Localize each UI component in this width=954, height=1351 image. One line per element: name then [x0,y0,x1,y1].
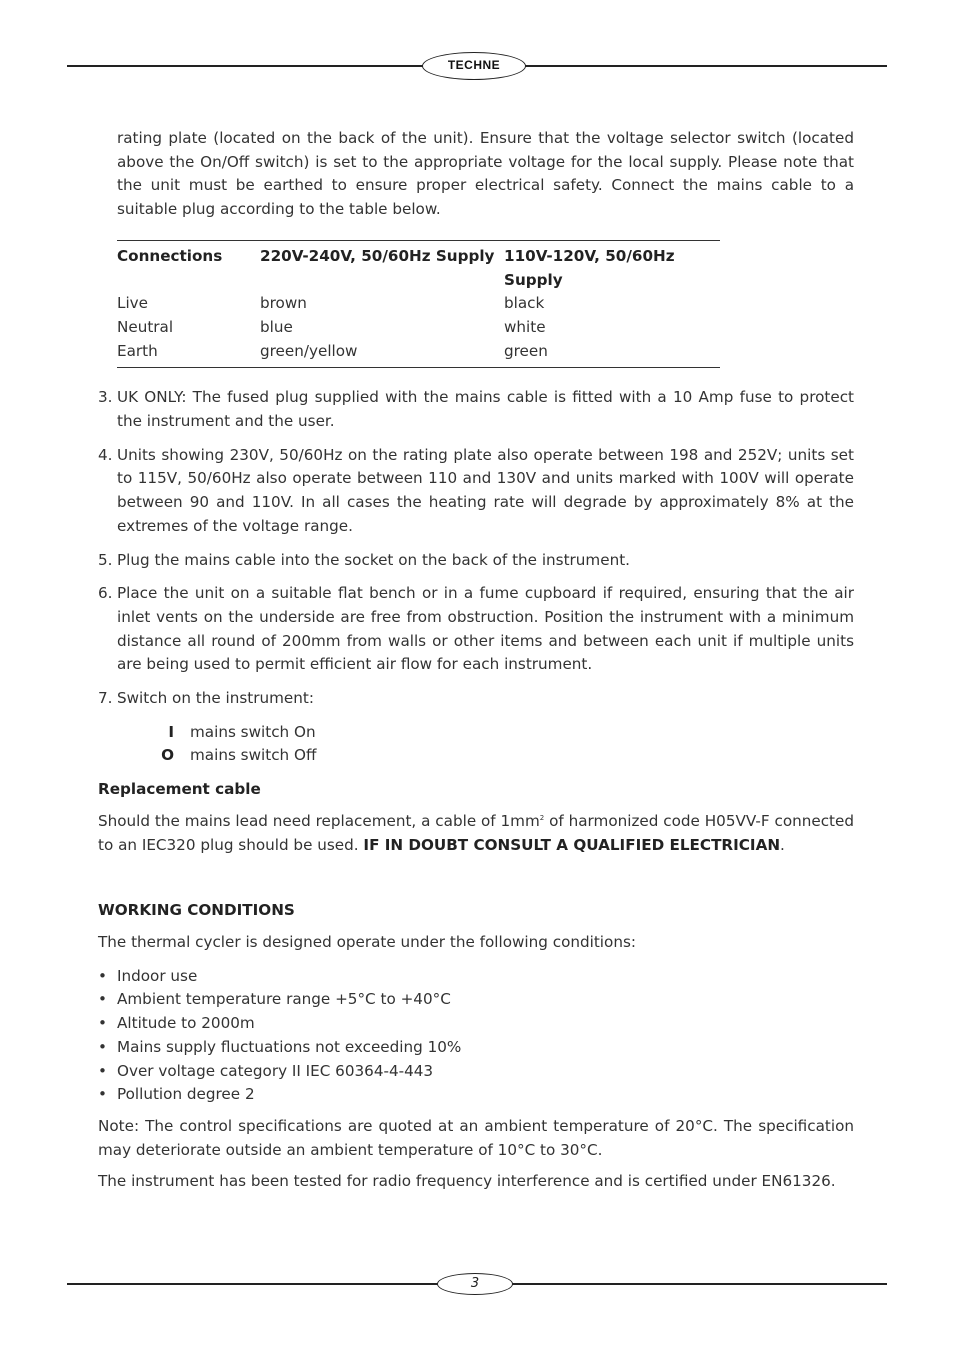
list-item [98,965,854,989]
table-cell: Earth [117,341,158,360]
footer-rule-left [67,1283,439,1285]
step-text: Switch on the instrument: [117,689,314,708]
page-content [98,127,854,1194]
list-item [98,582,854,677]
replacement-heading: Replacement cable [98,780,261,799]
working-intro: The thermal cycler is designed operate under the following conditions: [98,932,636,951]
table-header-row [117,240,720,292]
conditions-list [98,965,854,1107]
rfi-paragraph: The instrument has been tested for radio frequency interference and is certified under EN61326. [98,1172,836,1191]
table-header-cell: 220V-240V, 50/60Hz Supply [260,246,495,265]
table-cell: Live [117,294,149,313]
table-cell: green [504,341,548,360]
table-cell: white [504,317,546,336]
table-row [117,292,720,316]
step-number: 6. [98,584,113,603]
table-cell: brown [260,294,307,313]
switch-label: mains switch On [190,722,316,741]
list-item [98,1036,854,1060]
step-number: 3. [98,388,113,407]
step-number: 4. [98,445,113,464]
replacement-text: Should the mains lead need replacement, a cable of 1mm [98,811,540,830]
superscript: 2 [539,813,545,822]
warning-text: IF IN DOUBT CONSULT A QUALIFIED ELECTRICIAN [363,835,781,854]
list-item [98,444,854,539]
bullet-text: Mains supply fluctuations not exceeding 10% [117,1037,462,1056]
bullet-text: Indoor use [117,966,198,985]
switch-label: mains switch Off [190,746,317,765]
footer-rule-right [511,1283,887,1285]
switch-symbol: O [161,746,174,765]
list-item [98,1083,854,1107]
switch-item-off [98,744,854,768]
switch-symbol: I [168,722,174,741]
connections-table [117,240,720,369]
table-cell: blue [260,317,293,336]
intro-paragraph: rating plate (located on the back of the unit). Ensure that the voltage selector switch (located above the On/Off switch) is set to the appropriate voltage for the local supply. Please note that the unit must be earthed to ensure proper electrical safety. Connect the mains cable to a suitable plug according to the table below. [117,129,854,219]
bullet-text: Over voltage category II IEC 60364-4-443 [117,1061,434,1080]
header-rule-right [524,65,887,67]
list-item [98,549,854,573]
step-text: Units showing 230V, 50/60Hz on the rating plate also operate between 198 and 252V; units set to 115V, 50/60Hz also operate between 110 and 130V and units marked with 100V will operate between 90 and 110V. In all cases the heating rate will degrade by approximately 8% at the extremes of the voltage range. [117,445,854,535]
step-number: 7. [98,689,113,708]
bullet: • [98,1061,107,1080]
step-text: UK ONLY: The fused plug supplied with the mains cable is fitted with a 10 Amp fuse to protect the instrument and the user. [117,388,854,431]
switch-item-on [98,721,854,745]
table-header-cell: 110V-120V, 50/60Hz Supply [504,246,675,289]
note-paragraph: Note: The control specifications are quoted at an ambient temperature of 20°C. The specification may deteriorate outside an ambient temperature of 10°C to 30°C. [98,1116,854,1159]
bullet: • [98,1037,107,1056]
working-conditions-heading: WORKING CONDITIONS [98,901,295,920]
replacement-text: of harmonized code H05VV-F connected to an IEC320 plug should be used. [98,811,855,854]
list-item [98,988,854,1012]
list-item [98,1060,854,1084]
table-cell: green/yellow [260,341,358,360]
replacement-paragraph [98,810,854,857]
bullet-text: Ambient temperature range +5°C to +40°C [117,990,451,1009]
techne-logo: TECHNE [422,52,526,80]
table-cell: black [504,294,545,313]
header-rule-left [67,65,424,67]
bullet-text: Altitude to 2000m [117,1014,255,1033]
table-header-cell: Connections [117,246,223,265]
bullet: • [98,1085,107,1104]
step-text: Place the unit on a suitable flat bench or in a fume cupboard if required, ensuring that the air inlet vents on the underside are free from obstruction. Position the instrument with a minimum distance all round of 200mm from walls or other items and between each unit if multiple units are being used to permit efficient air flow for each instrument. [117,584,854,674]
list-item [98,687,854,711]
switch-legend [98,721,854,768]
replacement-text: . [780,835,785,854]
table-cell: Neutral [117,317,174,336]
table-row [117,316,720,340]
table-row [117,340,720,368]
page-number: 3 [437,1273,513,1295]
bullet: • [98,1014,107,1033]
bullet: • [98,966,107,985]
list-item [98,1012,854,1036]
installation-steps [98,386,854,710]
bullet: • [98,990,107,1009]
list-item [98,386,854,433]
step-number: 5. [98,550,113,569]
bullet-text: Pollution degree 2 [117,1085,255,1104]
step-text: Plug the mains cable into the socket on the back of the instrument. [117,550,630,569]
